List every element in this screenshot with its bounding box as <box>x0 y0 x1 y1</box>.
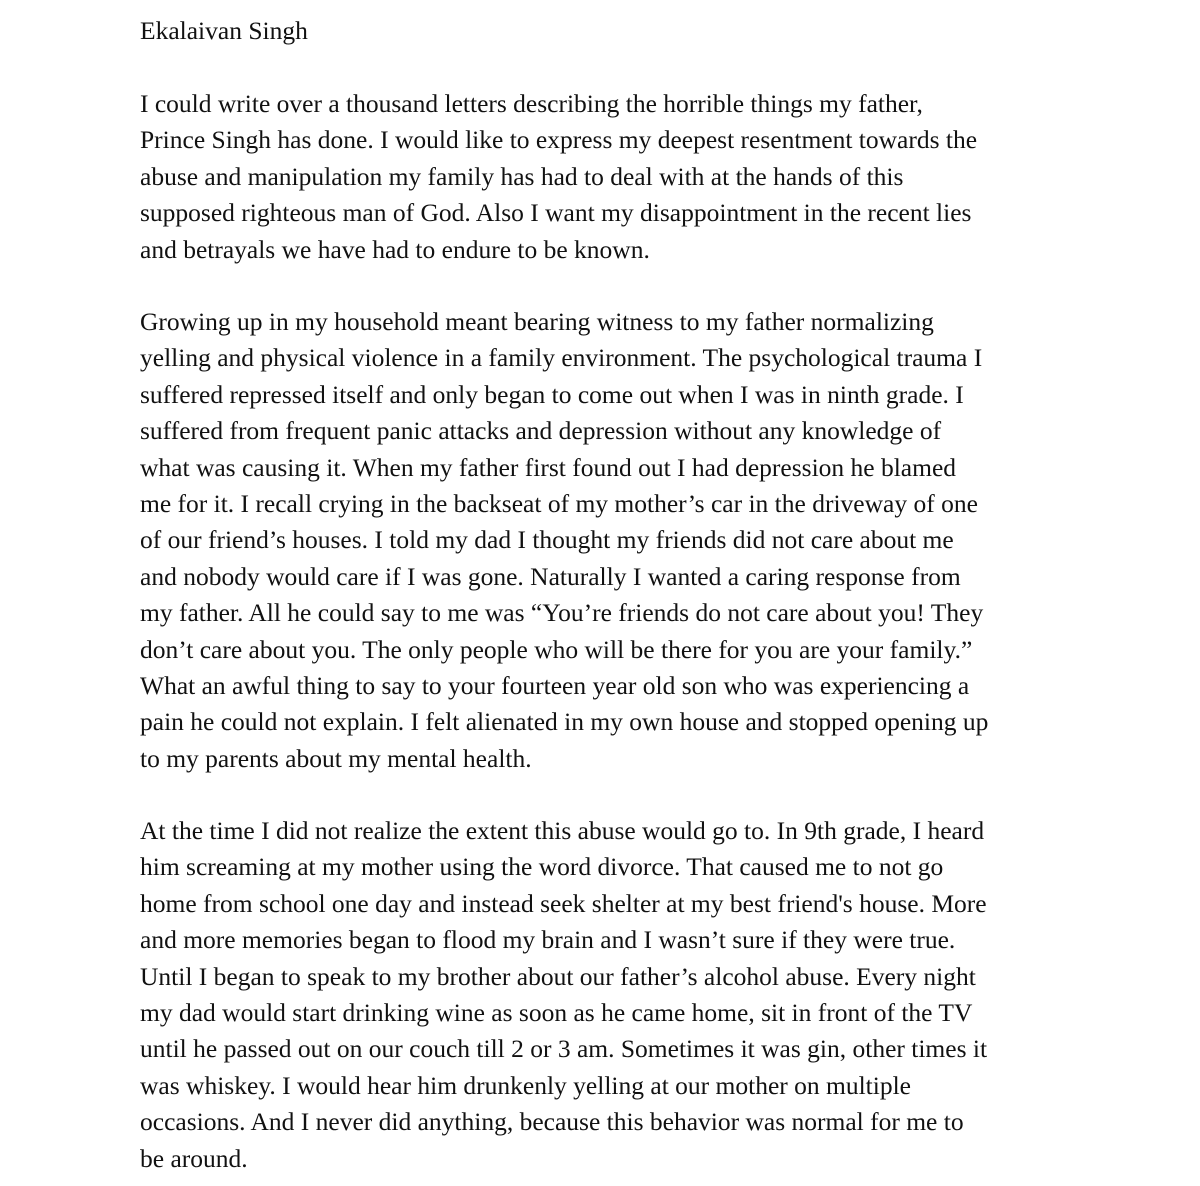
text-line: Until I began to speak to my brother about our father’s alcohol abuse. Every night <box>140 961 976 991</box>
text-line: suffered repressed itself and only began to come out when I was in ninth grade. I <box>140 379 964 409</box>
text-line: my father. All he could say to me was “You’re friends do not care about you! They <box>140 598 984 628</box>
paragraph-1 <box>140 86 1080 268</box>
paragraph-2 <box>140 304 1080 777</box>
text-line: don’t care about you. The only people who will be there for you are your family.” <box>140 634 973 664</box>
text-line: home from school one day and instead seek shelter at my best friend's house. More <box>140 888 987 918</box>
text-line: me for it. I recall crying in the backseat of my mother’s car in the driveway of one <box>140 489 978 519</box>
text-line: to my parents about my mental health. <box>140 743 532 773</box>
text-line: I could write over a thousand letters describing the horrible things my father, <box>140 89 923 118</box>
text-line: what was causing it. When my father first found out I had depression he blamed <box>140 452 957 482</box>
author-name: Ekalaivan Singh <box>140 16 308 45</box>
text-line: was whiskey. I would hear him drunkenly yelling at our mother on multiple <box>140 1070 911 1100</box>
text-line: him screaming at my mother using the word divorce. That caused me to not go <box>140 852 944 882</box>
text-line: of our friend’s houses. I told my dad I thought my friends did not care about me <box>140 525 954 555</box>
text-line: my dad would start drinking wine as soon as he came home, sit in front of the TV <box>140 998 973 1028</box>
text-line: What an awful thing to say to your fourteen year old son who was experiencing a <box>140 671 970 701</box>
text-line: Growing up in my household meant bearing witness to my father normalizing <box>140 307 934 336</box>
text-line: suffered from frequent panic attacks and depression without any knowledge of <box>140 416 942 446</box>
text-line: and nobody would care if I was gone. Naturally I wanted a caring response from <box>140 561 961 591</box>
text-line: At the time I did not realize the extent this abuse would go to. In 9th grade, I heard <box>140 816 985 845</box>
text-line: pain he could not explain. I felt alienated in my own house and stopped opening up <box>140 707 989 737</box>
text-line: and more memories began to flood my brain and I wasn’t sure if they were true. <box>140 925 956 955</box>
text-line: Prince Singh has done. I would like to express my deepest resentment towards the <box>140 125 978 155</box>
text-line: occasions. And I never did anything, because this behavior was normal for me to <box>140 1107 964 1137</box>
paragraph-3 <box>140 813 1080 1177</box>
text-line: be around. <box>140 1143 248 1173</box>
text-line: supposed righteous man of God. Also I want my disappointment in the recent lies <box>140 198 972 228</box>
text-line: abuse and manipulation my family has had to deal with at the hands of this <box>140 161 904 191</box>
text-line: and betrayals we have had to endure to be known. <box>140 234 650 264</box>
text-line: yelling and physical violence in a family environment. The psychological trauma I <box>140 343 983 373</box>
text-line: until he passed out on our couch till 2 or 3 am. Sometimes it was gin, other times it <box>140 1034 988 1064</box>
